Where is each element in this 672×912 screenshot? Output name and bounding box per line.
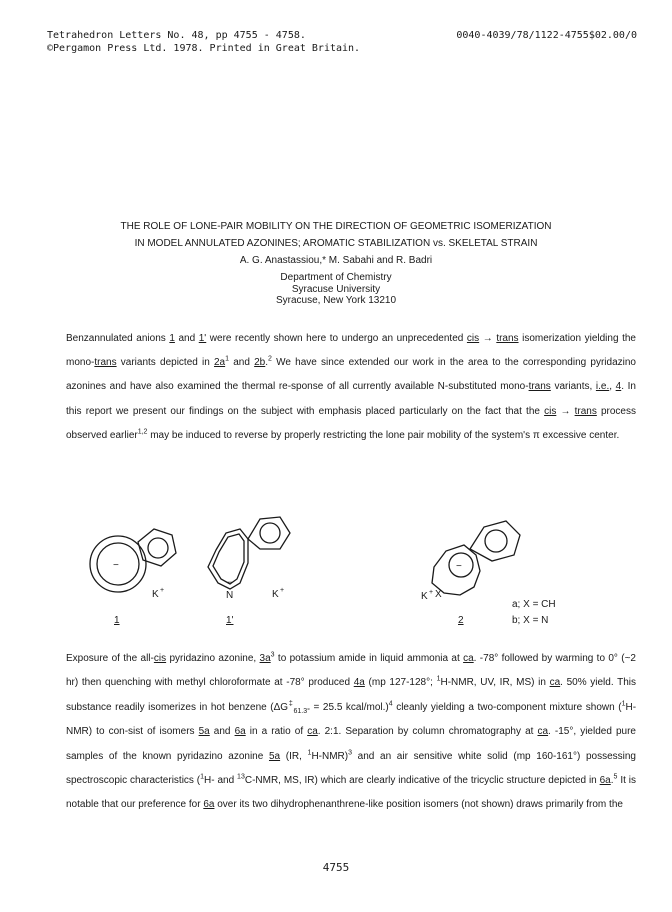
university: Syracuse University	[291, 283, 381, 295]
label-1: 1	[114, 615, 120, 626]
paragraph-intro: Benzannulated anions 1 and 1' were recently shown here to undergo an unprecedented cis → trans isomerization yielding the mono-trans variants depicted in $2a^1$ and 2b.$^2$ We have since extended our work in the area to the corresponding pyridazino azonines and have also examined the thermal re-sponse of all currently available N-substituted mono-trans variants, i.e., 4. In this report we present our findings on the subject with emphasis placed particularly on the fact that the cis → trans process observed earlier$^{1,2}$ may be induced to reverse by properly restricting the lone pair mobility of the system's π excessive center.	[66, 333, 636, 441]
svg-text:+: +	[429, 589, 434, 596]
minus-1: −	[113, 560, 119, 571]
structure-1	[90, 529, 176, 592]
affiliation	[0, 272, 672, 307]
kplus-1p: K	[272, 589, 279, 600]
minus-1p: −	[227, 577, 233, 587]
page-number: 4755	[322, 861, 350, 874]
structure-2	[432, 521, 520, 595]
label-1-prime: 1'	[226, 615, 234, 626]
minus-2: −	[456, 561, 462, 572]
structure-1-prime	[208, 517, 290, 589]
title-line-2: IN MODEL ANNULATED AZONINES; AROMATIC STABILIZATION vs. SKELETAL STRAIN	[134, 238, 538, 249]
x-label: X	[435, 589, 442, 600]
article-code: 0040-4039/78/1122-4755$02.00/0	[456, 30, 637, 41]
svg-text:+: +	[160, 587, 165, 594]
authors: A. G. Anastassiou,* M. Sabahi and R. Badri	[239, 255, 433, 266]
title-line-1: THE ROLE OF LONE-PAIR MOBILITY ON THE DIRECTION OF GEOMETRIC ISOMERIZATION	[120, 221, 552, 232]
department: Department of Chemistry	[280, 272, 392, 283]
n-label: N	[226, 590, 234, 601]
label-2: 2	[458, 615, 464, 626]
city: Syracuse, New York 13210	[275, 295, 397, 306]
variant-b: b; X = N	[512, 615, 549, 626]
press-line: ©Pergamon Press Ltd. 1978. Printed in Great Britain.	[47, 43, 361, 54]
structure-diagram	[36, 505, 636, 630]
paragraph-results: Exposure of the all-cis pyridazino azonine, $3a^3$ to potassium amide in liquid ammonia at ca. -78° followed by warming to 0° (~2 hr) then quenching with methyl chloroformate at -78° produced 4a (mp 127-128°; $^1$H-NMR, UV, IR, MS) in ca. 50% yield. This substance readily isomerizes in hot benzene ($\Delta G^\ddagger_{61.3^\circ} = 25.5$ kcal/mol.)$^4$ cleanly yielding a two-component mixture shown ($^1$H-NMR) to con-sist of isomers 5a and 6a in a ratio of ca. 2:1. Separation by column chromatography at ca. -15°, yielded pure samples of the known pyridazino azonine 5a (IR, $^1$H-NMR)$^3$ and an air sensitive white solid (mp 160-161°) possessing spectroscopic characteristics ($^1$H- and $^{13}$C-NMR, MS, IR) which are clearly indicative of the tricyclic structure depicted in 6a.$^5$ It is notable that our preference for 6a over its two dihydrophenanthrene-like position isomers (not shown) draws primarily from the	[66, 651, 637, 811]
svg-text:+: +	[280, 587, 285, 594]
variant-a: a; X = CH	[512, 599, 556, 610]
kplus-1: K	[152, 589, 159, 600]
title-block	[0, 218, 672, 269]
kplus-2: K	[421, 591, 428, 602]
journal-header	[47, 29, 647, 55]
journal-line: Tetrahedron Letters No. 48, pp 4755 - 4758.	[47, 30, 306, 41]
